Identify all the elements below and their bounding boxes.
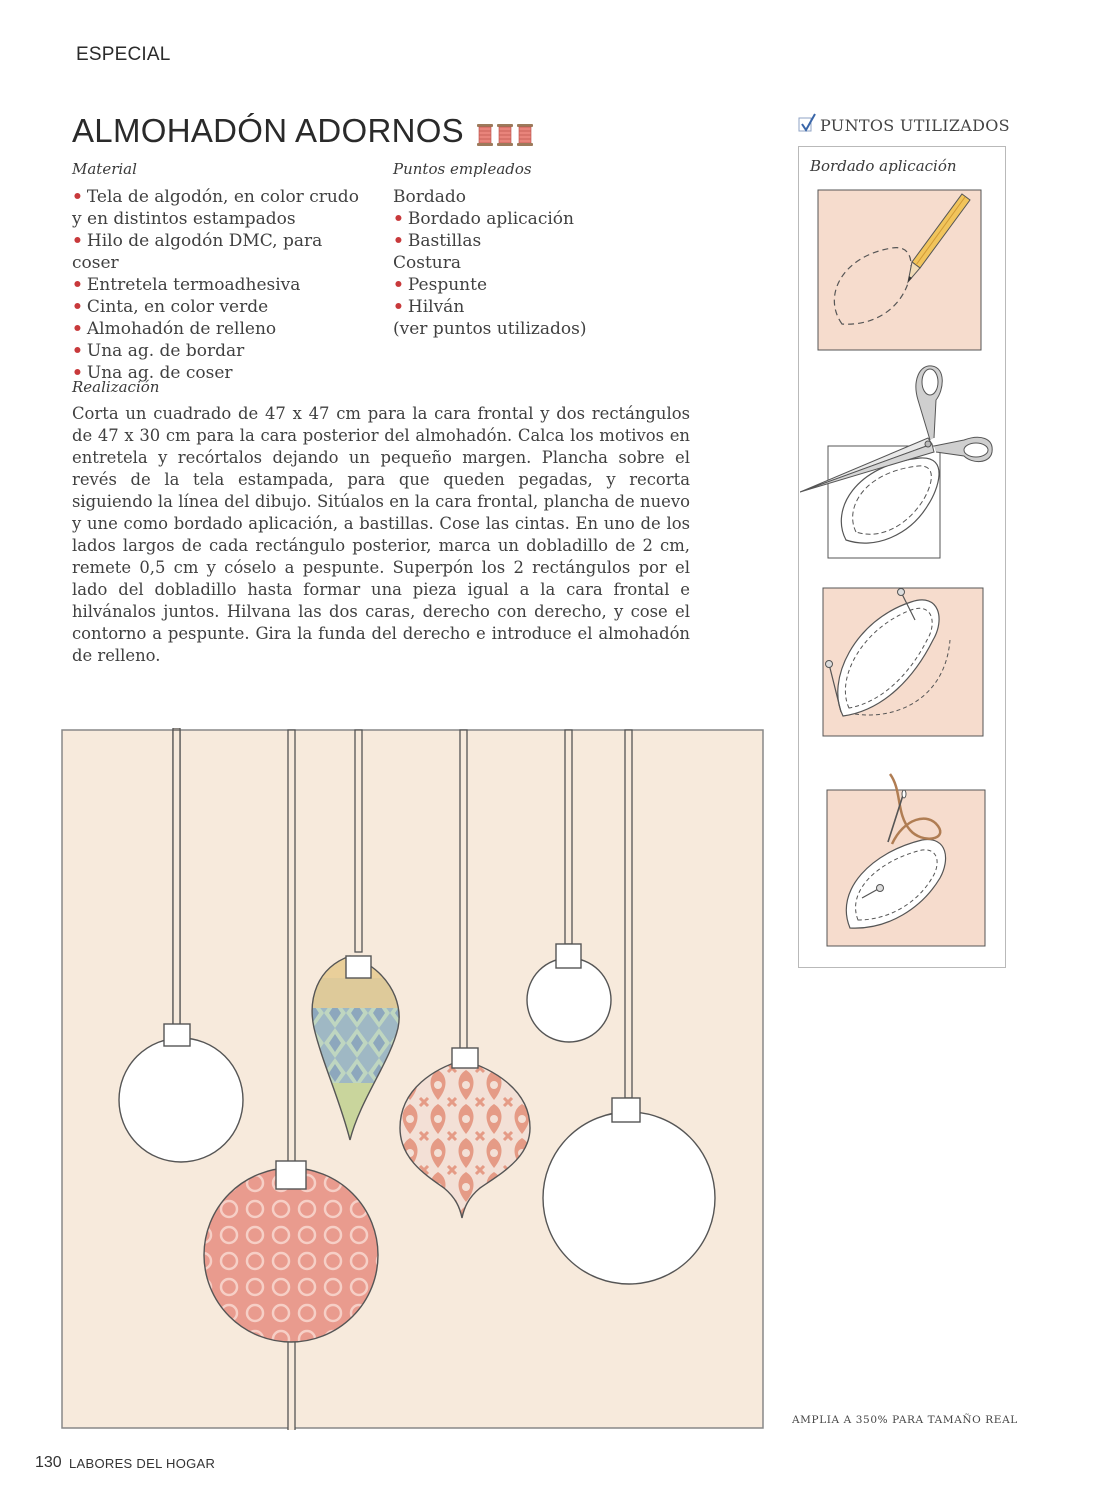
list-item: • Hilo de algodón DMC, para coser xyxy=(72,231,323,273)
list-item: Bordado xyxy=(393,187,466,207)
list-item: • Entretela termoadhesiva xyxy=(72,275,301,295)
section-label: ESPECIAL xyxy=(76,44,171,65)
puntos-utilizados-heading: PUNTOS UTILIZADOS xyxy=(820,116,1010,135)
thread-spools-icon xyxy=(475,122,535,148)
checkmark-icon xyxy=(798,112,818,134)
bordado-aplicacion-label: Bordado aplicación xyxy=(810,157,957,175)
enlarge-caption: AMPLIA A 350% PARA TAMAÑO REAL xyxy=(792,1414,1018,1426)
page-number: 130 xyxy=(35,1454,62,1471)
list-item: • Almohadón de relleno xyxy=(72,319,277,339)
list-item: • Tela de algodón, en color crudo y en distintos estampados xyxy=(72,187,359,229)
material-label: Material xyxy=(72,160,137,178)
puntos-label: Puntos empleados xyxy=(393,160,532,178)
step-trace-illustration xyxy=(812,186,987,351)
step-sew-illustration xyxy=(822,770,992,950)
list-item: • Bastillas xyxy=(393,231,482,251)
page-title: ALMOHADÓN ADORNOS xyxy=(72,112,464,149)
step-cut-illustration xyxy=(800,360,995,560)
realizacion-label: Realización xyxy=(72,378,160,396)
list-item: (ver puntos utilizados) xyxy=(393,319,587,339)
material-list xyxy=(72,186,372,384)
step-pin-illustration xyxy=(815,580,990,740)
realizacion-text: Corta un cuadrado de 47 x 47 cm para la cara frontal y dos rectángulos de 47 x 30 cm para la cara posterior del almohadón. Calca los motivos en entretela y recórtalos dejando un pequeño margen. Plancha sobre el revés de la tela estampada, para que queden pegadas, y recorta siguiendo la línea del dibujo. Sitúalos en la cara frontal, plancha de nuevo y une como bordado aplicación, a bastillas. Cose las cintas. En uno de los lados largos de cada rectángulo posterior, marca un dobladillo de 2 cm, remete 0,5 cm y cóselo a pespunte. Superpón los 2 rectángulos por el lado del dobladillo hasta formar una pieza igual a la cara frontal e hilvánalos juntos. Hilvana las dos caras, derecho con derecho, y cose el contorno a pespunte. Gira la funda del derecho e introduce el almohadón de relleno. xyxy=(72,404,690,665)
puntos-list xyxy=(393,186,693,340)
list-item: Costura xyxy=(393,253,462,273)
list-item: • Hilván xyxy=(393,297,465,317)
list-item: • Pespunte xyxy=(393,275,488,295)
list-item: • Una ag. de bordar xyxy=(72,341,245,361)
magazine-name: LABORES DEL HOGAR xyxy=(69,1456,216,1471)
ornament-pattern-illustration xyxy=(60,728,765,1430)
list-item: • Cinta, en color verde xyxy=(72,297,269,317)
list-item: • Una ag. de coser xyxy=(72,363,233,383)
list-item: • Bordado aplicación xyxy=(393,209,574,229)
